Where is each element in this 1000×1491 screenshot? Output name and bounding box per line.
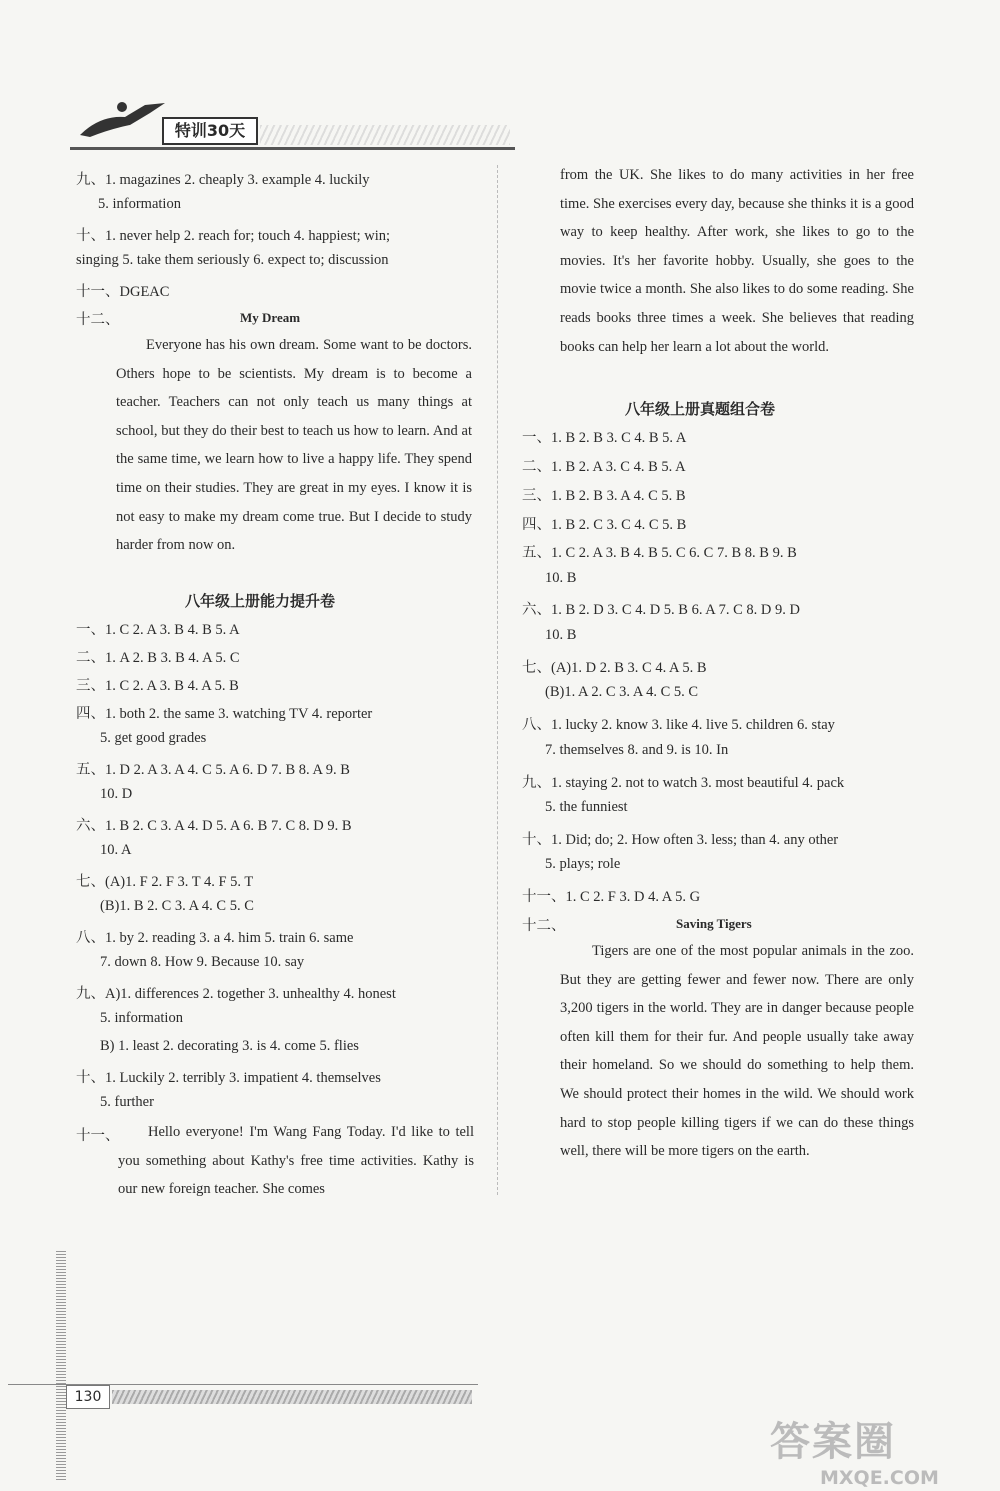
answer-line: 二、1. A 2. B 3. B 4. A 5. C — [76, 650, 240, 666]
side-decoration — [56, 1250, 66, 1480]
essay-body: Hello everyone! I'm Wang Fang Today. I'd like to tell you something about Kathy's free time activities. Kathy is our new foreign teacher. She comes — [118, 1124, 474, 1198]
answer-line: 十一、DGEAC — [76, 284, 170, 300]
answer-line: 十二、 — [76, 312, 120, 328]
answer-line: 六、1. B 2. D 3. C 4. D 5. B 6. A 7. C 8. D 9. D — [522, 602, 800, 618]
answer-line: 十一、1. C 2. F 3. D 4. A 5. G — [522, 889, 701, 905]
answer-line: 10. D — [100, 786, 133, 802]
series-title: 特训30天 — [162, 117, 258, 145]
answer-line: 5. get good grades — [100, 730, 207, 746]
section-title: 八年级上册真题组合卷 — [625, 400, 776, 418]
answer-line: 八、1. lucky 2. know 3. like 4. live 5. children 6. stay — [522, 717, 835, 733]
answer-line: B) 1. least 2. decorating 3. is 4. come 5. flies — [100, 1038, 359, 1054]
answer-line: 四、1. B 2. C 3. C 4. C 5. B — [522, 517, 687, 533]
answer-line: 5. plays; role — [545, 856, 621, 872]
essay-body: Everyone has his own dream. Some want to be doctors. Others hope to be scientists. My dream is to become a teacher. Teachers can not only teach us many things at school, but they do their best to teach us how to learn. And at the same time, we learn how to live a happy life. They spend time on their studies. They are great in my eyes. I know it is not easy to make my dream come true. But I decide to study harder from now on. — [116, 337, 472, 554]
watermark-logo: 答案圈 — [770, 1419, 896, 1465]
answer-line: 十、1. never help 2. reach for; touch 4. happiest; win; — [76, 228, 391, 244]
answer-line: 六、1. B 2. C 3. A 4. D 5. A 6. B 7. C 8. D 9. B — [76, 818, 352, 834]
answer-line: 十、1. Luckily 2. terribly 3. impatient 4. themselves — [76, 1070, 381, 1086]
header-rule — [70, 147, 515, 150]
answer-line: singing 5. take them seriously 6. expect to; discussion — [76, 252, 389, 268]
answer-line: 5. information — [100, 1010, 183, 1026]
answer-line: 一、1. B 2. B 3. C 4. B 5. A — [522, 430, 687, 446]
answer-line: 5. further — [100, 1094, 154, 1110]
runner-icon — [70, 95, 170, 140]
answer-line: 九、1. staying 2. not to watch 3. most beautiful 4. pack — [522, 775, 845, 791]
answer-line: 四、1. both 2. the same 3. watching TV 4. reporter — [76, 706, 373, 722]
answer-line: 10. B — [545, 627, 577, 643]
page-header — [70, 95, 515, 155]
essay-title: My Dream — [240, 310, 301, 325]
answer-line: 7. themselves 8. and 9. is 10. In — [545, 742, 729, 758]
essay-body-continued: from the UK. She likes to do many activities in her free time. She exercises every day, because she thinks it is a good way to keep healthy. After work, she likes to go to the movies. It's her favorite hobby. Usually, she goes to the movie twice a month. She also likes to do some reading. She reads books three times a week. She believes that reading books can help her learn a lot about the world. — [560, 167, 914, 355]
footer-decoration — [112, 1390, 472, 1404]
answer-line: 二、1. B 2. A 3. C 4. B 5. A — [522, 459, 686, 475]
essay-label: 十一、 — [76, 1128, 120, 1144]
watermark — [770, 1410, 990, 1489]
answer-line: 七、(A)1. D 2. B 3. C 4. A 5. B — [522, 660, 707, 676]
answer-line: 5. the funniest — [545, 799, 628, 815]
answer-line: 三、1. B 2. B 3. A 4. C 5. B — [522, 488, 686, 504]
answer-line: 五、1. D 2. A 3. A 4. C 5. A 6. D 7. B 8. A 9. B — [76, 762, 350, 778]
answer-line: 八、1. by 2. reading 3. a 4. him 5. train 6. same — [76, 930, 354, 946]
answer-line: 七、(A)1. F 2. F 3. T 4. F 5. T — [76, 874, 254, 890]
answer-line: 5. information — [98, 196, 181, 212]
answer-line: 7. down 8. How 9. Because 10. say — [100, 954, 305, 970]
column-divider — [497, 165, 498, 1195]
section-title: 八年级上册能力提升卷 — [185, 592, 336, 610]
answer-line: 十二、 — [522, 918, 566, 934]
essay-body: Tigers are one of the most popular animals in the zoo. But they are getting fewer and fewer now. There are only 3,200 tigers in the world. They are in danger because people often kill them for their fur. And people usually take away their homeland. So we should do something to help them. We should protect their homes in the wild. We should work hard to stop people killing tigers if we can do these things well, there will be more tigers on the earth. — [560, 943, 914, 1160]
answer-line: 九、1. magazines 2. cheaply 3. example 4. luckily — [76, 172, 370, 188]
answer-line: (B)1. A 2. C 3. A 4. C 5. C — [545, 684, 699, 700]
answer-line: 一、1. C 2. A 3. B 4. B 5. A — [76, 622, 240, 638]
watermark-url: MXQE.COM — [820, 1467, 939, 1489]
page-number: 130 — [66, 1385, 110, 1409]
header-decoration — [260, 125, 510, 145]
answer-line: 五、1. C 2. A 3. B 4. B 5. C 6. C 7. B 8. B 9. B — [522, 545, 797, 561]
essay-title: Saving Tigers — [676, 916, 752, 931]
answer-line: 三、1. C 2. A 3. B 4. A 5. B — [76, 678, 239, 694]
answer-line: 10. B — [545, 570, 577, 586]
answer-line: 10. A — [100, 842, 132, 858]
answer-line: 九、A)1. differences 2. together 3. unhealthy 4. honest — [76, 986, 396, 1002]
answer-line: 十、1. Did; do; 2. How often 3. less; than 4. any other — [522, 832, 839, 848]
answer-line: (B)1. B 2. C 3. A 4. C 5. C — [100, 898, 254, 914]
